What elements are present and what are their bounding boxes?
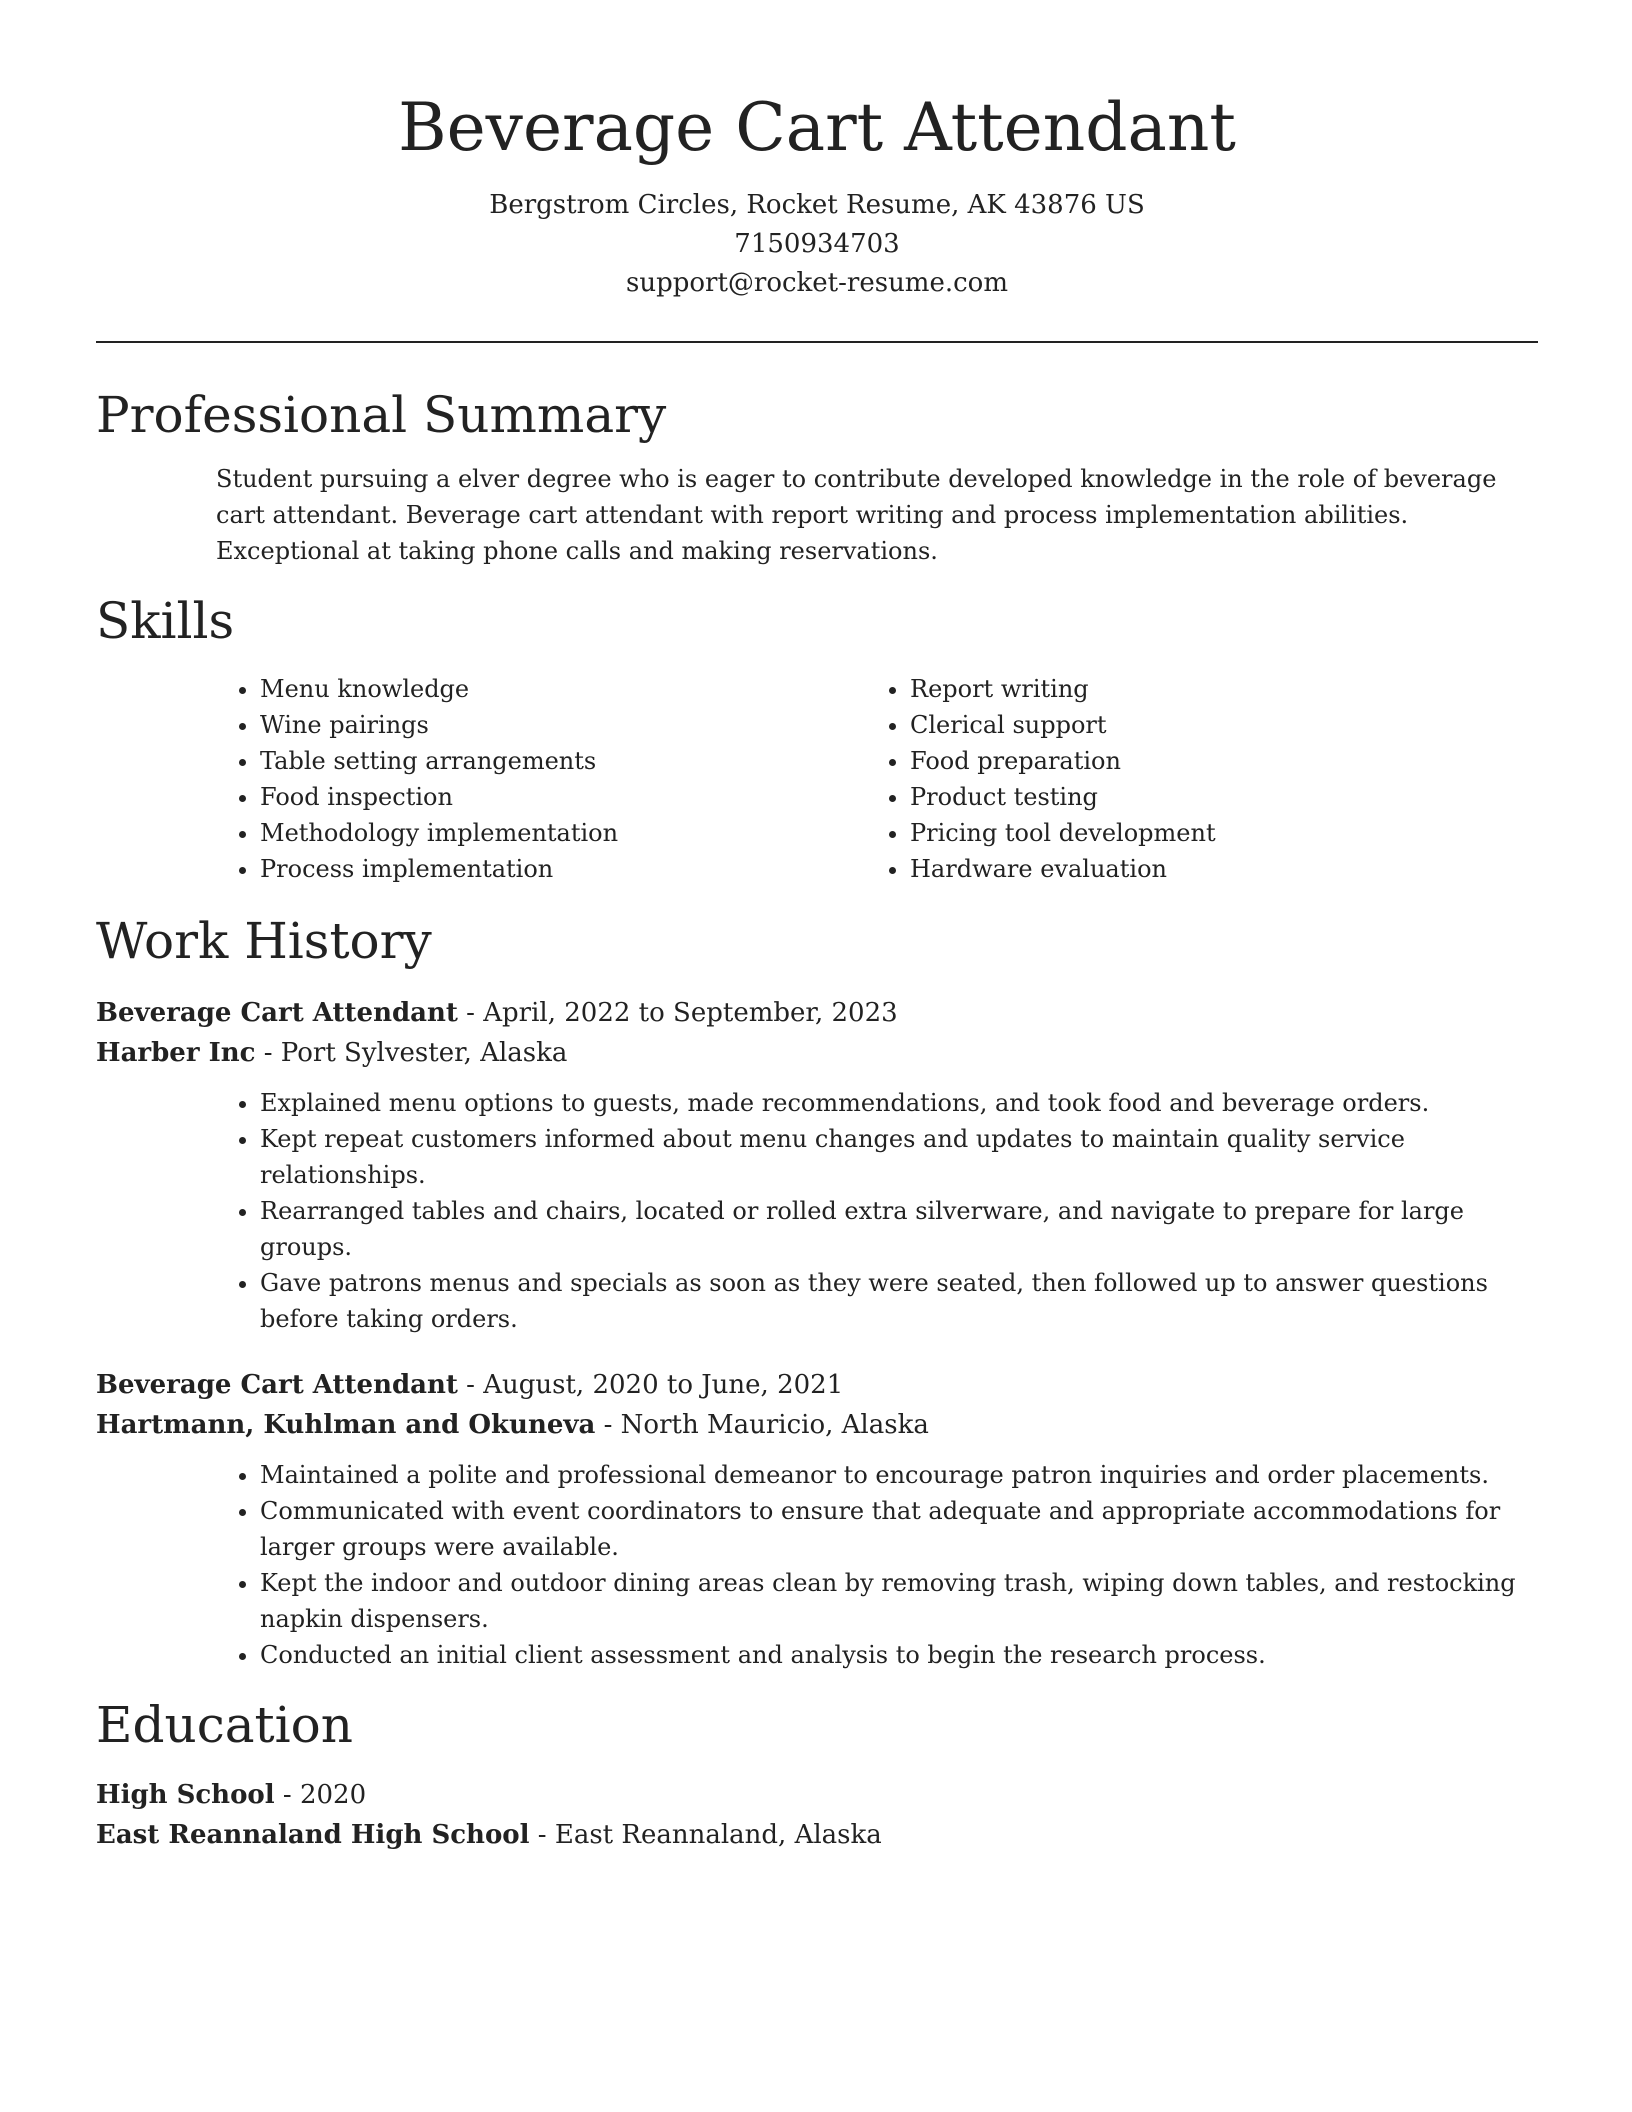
skills-section <box>96 591 1538 887</box>
education-school-line <box>96 1815 1538 1855</box>
job-bullets <box>216 1457 1538 1673</box>
summary-heading: Professional Summary <box>96 386 667 444</box>
skills-column-left <box>216 671 866 887</box>
contact-info <box>96 186 1538 303</box>
job-bullet: • Kept the indoor and outdoor dining areas clean by removing trash, wiping down tables, and restocking napkin dispensers. <box>260 1565 1538 1637</box>
job-bullet: • Rearranged tables and chairs, located or rolled extra silverware, and navigate to prepare for large groups. <box>260 1193 1538 1265</box>
candidate-name: Beverage Cart Attendant <box>398 89 1236 166</box>
contact-email: support@rocket-resume.com <box>625 268 1008 298</box>
skill-item: • Methodology implementation <box>260 815 866 851</box>
job-entry <box>96 1365 1538 1673</box>
education-degree-line <box>96 1775 1538 1815</box>
education-degree: High School <box>96 1780 275 1810</box>
education-location: - East Reannaland, Alaska <box>529 1820 882 1850</box>
skill-item: • Wine pairings <box>260 707 866 743</box>
education-section <box>96 1695 1538 1855</box>
job-dates: - April, 2022 to September, 2023 <box>457 998 898 1028</box>
job-company-line <box>96 1033 1538 1073</box>
contact-address: Bergstrom Circles, Rocket Resume, AK 43876 US <box>489 190 1145 220</box>
job-bullet: • Explained menu options to guests, made recommendations, and took food and beverage orders. <box>260 1085 1538 1121</box>
skills-column-right <box>866 671 1516 887</box>
job-entry <box>96 993 1538 1337</box>
work-section <box>96 911 1538 1673</box>
job-company-line <box>96 1405 1538 1445</box>
skill-item: • Product testing <box>910 779 1516 815</box>
skill-item: • Clerical support <box>910 707 1516 743</box>
job-bullet: • Maintained a polite and professional demeanor to encourage patron inquiries and order placements. <box>260 1457 1538 1493</box>
resume-page <box>96 0 1538 1855</box>
summary-section <box>96 385 1538 569</box>
skill-item: • Menu knowledge <box>260 671 866 707</box>
job-role: Beverage Cart Attendant <box>96 998 458 1028</box>
skill-item: • Table setting arrangements <box>260 743 866 779</box>
job-dates: - August, 2020 to June, 2021 <box>457 1370 844 1400</box>
job-title-line <box>96 993 1538 1033</box>
job-bullet: • Gave patrons menus and specials as soon as they were seated, then followed up to answer questions before taking orders. <box>260 1265 1538 1337</box>
job-bullet: • Kept repeat customers informed about menu changes and updates to maintain quality service relationships. <box>260 1121 1538 1193</box>
job-bullets <box>216 1085 1538 1337</box>
education-school: East Reannaland High School <box>96 1820 530 1850</box>
job-bullet: • Communicated with event coordinators to ensure that adequate and appropriate accommodations for larger groups were available. <box>260 1493 1538 1565</box>
skill-item: • Food inspection <box>260 779 866 815</box>
work-heading: Work History <box>96 912 432 970</box>
skill-item: • Pricing tool development <box>910 815 1516 851</box>
job-title-line <box>96 1365 1538 1405</box>
job-bullet: • Conducted an initial client assessment and analysis to begin the research process. <box>260 1637 1538 1673</box>
header-divider <box>96 341 1538 343</box>
skills-list <box>216 671 1538 887</box>
summary-text: Student pursuing a elver degree who is eager to contribute developed knowledge in the role of beverage cart attendant. Beverage cart attendant with report writing and process implementation abilities. Exceptional at taking phone calls and making reservations. <box>216 465 1497 565</box>
skills-heading: Skills <box>96 592 235 650</box>
job-company: Harber Inc <box>96 1038 256 1068</box>
job-role: Beverage Cart Attendant <box>96 1370 458 1400</box>
skill-item: • Hardware evaluation <box>910 851 1516 887</box>
contact-phone: 7150934703 <box>734 229 900 259</box>
education-heading: Education <box>96 1696 353 1754</box>
education-year: - 2020 <box>274 1780 367 1810</box>
skill-item: • Food preparation <box>910 743 1516 779</box>
skill-item: • Process implementation <box>260 851 866 887</box>
resume-header <box>96 0 1538 303</box>
education-entry <box>96 1775 1538 1855</box>
job-company: Hartmann, Kuhlman and Okuneva <box>96 1410 596 1440</box>
skill-item: • Report writing <box>910 671 1516 707</box>
job-location: - Port Sylvester, Alaska <box>255 1038 568 1068</box>
job-location: - North Mauricio, Alaska <box>595 1410 929 1440</box>
